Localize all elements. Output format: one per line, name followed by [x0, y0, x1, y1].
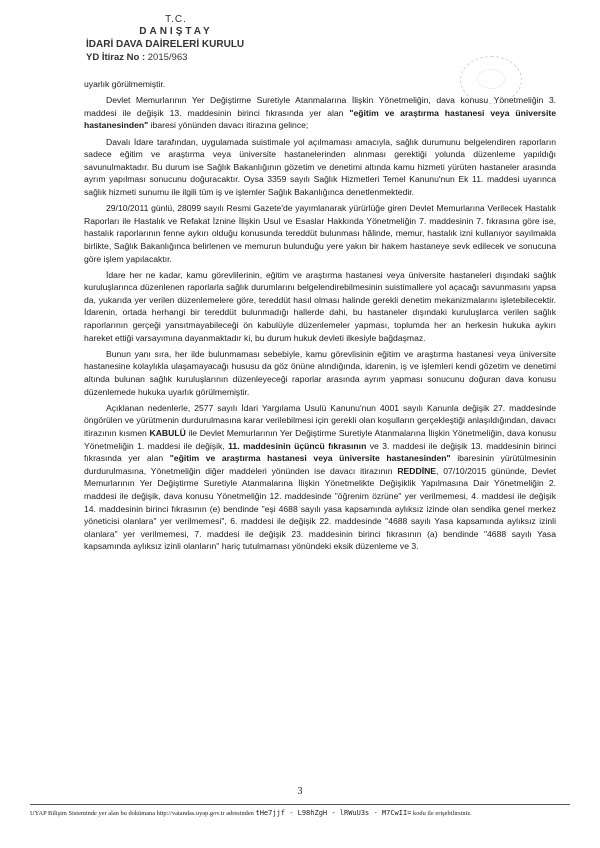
text-segment: ve 3. maddesi ile değişik 13. maddesinin birinci fıkrasında yer alan: [84, 440, 556, 464]
text-segment: uyarlık görülmemiştir.: [84, 79, 166, 89]
footer-divider: [30, 804, 570, 805]
header-case-number: [86, 51, 266, 64]
footer-access-code: tHe7jjf - L98hZgH - lRWuU3s - M7CwII=: [255, 809, 412, 817]
document-body: [84, 78, 556, 557]
text-segment: , 07/10/2015 gününde, Devlet Memurlarının Yer Değiştirme Suretiyle Atanmalarına İlişkin Yönetmelikte Değişiklik Yapılmasına Dair Yönetmeliğin 2. maddesi ile değişik, dava konusu Yönetmeliğin 12. maddesinde "öğrenim özrüne" yer verilmemesi, 4. maddesi ile değişik 14. maddesinin birinci fıkrasının (e) bendinde "eşi 4688 sayılı yasa kapsamında aylıksız izinde olan sendika genel merkez yöneticisi olanlara" yer verilmemesi", 6. maddesi ile değişik 22. maddesinde "4688 sayılı Yasa kapsamında aylıksız izinli olanlara" yer verilmemesi, 7. maddesi ile değişik 23. maddesinin birinci fıkrasının (a) bendinde "4688 sayılı Yasa kapsamında aylıksız izinli olanların" hariç tutulmaması yönündeki eksik düzenleme ve 3.: [84, 465, 557, 552]
header-tc: T.C.: [165, 14, 187, 25]
text-segment: Açıklanan nedenlerle, 2577 sayılı İdari Yargılama Usulü Kanunu'nun 4001 sayılı Kanunla değişik 27. maddesinde öngörülen ve yürütmenin durdurulmasına karar verilebilmesi için gerekli olan koşulların gerçekleştiği anlaşıldığından, davacı itirazının kısmen: [84, 402, 556, 438]
bold-text: "eğitim ve araştırma hastanesi veya üniversite hastanesinden": [84, 107, 556, 131]
text-segment: ibaresi yönünden davacı itirazına gelince;: [148, 120, 309, 131]
paragraph: [84, 269, 556, 345]
bold-text: KABULÜ: [149, 428, 186, 438]
bold-text: REDDİNE: [397, 465, 437, 476]
footer-uyap-notice: [30, 809, 575, 817]
page-number: 3: [297, 786, 303, 797]
paragraph: [84, 94, 556, 132]
paragraph: [84, 202, 556, 265]
footer-prefix: UYAP Bilişim Sisteminde yer alan bu dokümana http://vatandas.uyap.gov.tr adresinden: [30, 810, 254, 817]
paragraph: [84, 348, 556, 398]
paragraph: [84, 78, 556, 91]
text-segment: Bunun yanı sıra, her ilde bulunmaması sebebiyle, kamu görevlisinin eğitim ve araştırma hastanesi veya üniversite hastanesine kolaylıkla ulaşamayacağı hususu da göz önüne alındığında, idarenin, iş ve işlemleri kendi gözetim ve denetimi altında bulunan sağlık kuruluşlarının düzenleyeceği raporlar arasında ayrım yapması sonucunu doğuran dava konusu düzenlemede hukuka uyarlık görülmemiştir.: [84, 348, 556, 397]
text-segment: ile Devlet Memurlarının Yer Değiştirme Suretiyle Atanmalarına İlişkin Yönetmeliğin, dava konusu Yönetmeliğin 1. maddesi ile değişik,: [84, 428, 557, 451]
bold-text: "eğitim ve araştırma hastanesi veya üniversite hastanesinden": [169, 453, 451, 464]
document-header: [86, 14, 266, 64]
paragraph: [84, 136, 556, 199]
text-segment: Davalı İdare tarafından, uygulamada suistimale yol açılmaması amacıyla, sağlık durumunu belgelendiren raporların sadece eğitim ve araştırma veya üniversite hastanelerinden alınması gerektiği yolunda düzenleme yapıldığı savunulmaktadır. Bu durum ise Sağlık Bakanlığının gözetim ve denetimi altında kamu hizmeti yürüten hastaneler arasında ayrım yapılması sonucunu doğuracaktır. Oysa 3359 sayılı Sağlık Hizmetleri Temel Kanunu'nun Ek 11. maddesi uyarınca sağlık hizmeti sunumu ile ilgili tüm iş ve işlemler Sağlık Bakanlığınca denetlenmektedir.: [84, 136, 556, 197]
paragraph: [84, 402, 556, 553]
text-segment: 29/10/2011 günlü, 28099 sayılı Resmi Gazete'de yayımlanarak yürürlüğe giren Devlet Memurlarına Verilecek Hastalık Raporları ile Hastalık ve Refakat İznine İlişkin Usul ve Esaslar Hakkında Yönetmeliğin 7. maddesinin 7. fıkrasına göre ise, hastalık raporlarının fenne aykırı olduğu konusunda tereddüt bulunması hâlinde, memur, hastalık izni kullanıyor sayılmakla birlikte, Sağlık Bakanlığınca belirlenen ve memurun bulunduğu yere yakın bir hakem hastaneye sevk edilecek ve sonucuna göre işlem yapılacaktır.: [84, 203, 556, 264]
header-board: İDARİ DAVA DAİRELERİ KURULU: [86, 39, 245, 50]
case-label: YD İtiraz No :: [86, 52, 146, 63]
header-court: DANIŞTAY: [139, 26, 213, 37]
footer-suffix: kodu ile erişebilirsiniz.: [413, 810, 472, 817]
text-segment: İdare her ne kadar, kamu görevlilerinin, eğitim ve araştırma hastanesi veya üniversite hastaneleri dışındaki sağlık kuruluşlarınca düzenlenen raporlarla sağlık durumlarını belgelendirebilmesinin suistimallere yol açacağı savunmasını yapsa da, yukarıda yer verilen düzenlemelere göre, tereddüt hasıl olması halinde gerekli denetim mekanizmalarını işletebilecektir. İdarenin, ortada herhangi bir tereddüt bulunmadığı hallerde dahi, bu hastaneler dışındaki kuruluşlarca verilen sağlık raporlarının gerçeği yansıtmayabileceği ön kabulüyle düzenlemeler yapması, toplumda her an herkesin hukuka aykırı hareket ettiği varsayımına dayanmaktadır ki, bu durum hukuk devleti ilkesiyle bağdaşmaz.: [84, 269, 556, 343]
text-segment: ibaresinin yürütülmesinin durdurulmasına, Yönetmeliğin diğer maddeleri yönünden ise davacı itirazının: [84, 453, 556, 476]
bold-text: 11. maddesinin üçüncü fıkrasının: [228, 440, 367, 451]
case-no: 2015/963: [147, 52, 188, 63]
text-segment: Devlet Memurlarının Yer Değiştirme Suretiyle Atanmalarına İlişkin Yönetmeliğin, dava konusu Yönetmeliğin 3. maddesi ile değişik 13. maddesinin birinci fıkrasında yer alan: [84, 95, 556, 118]
